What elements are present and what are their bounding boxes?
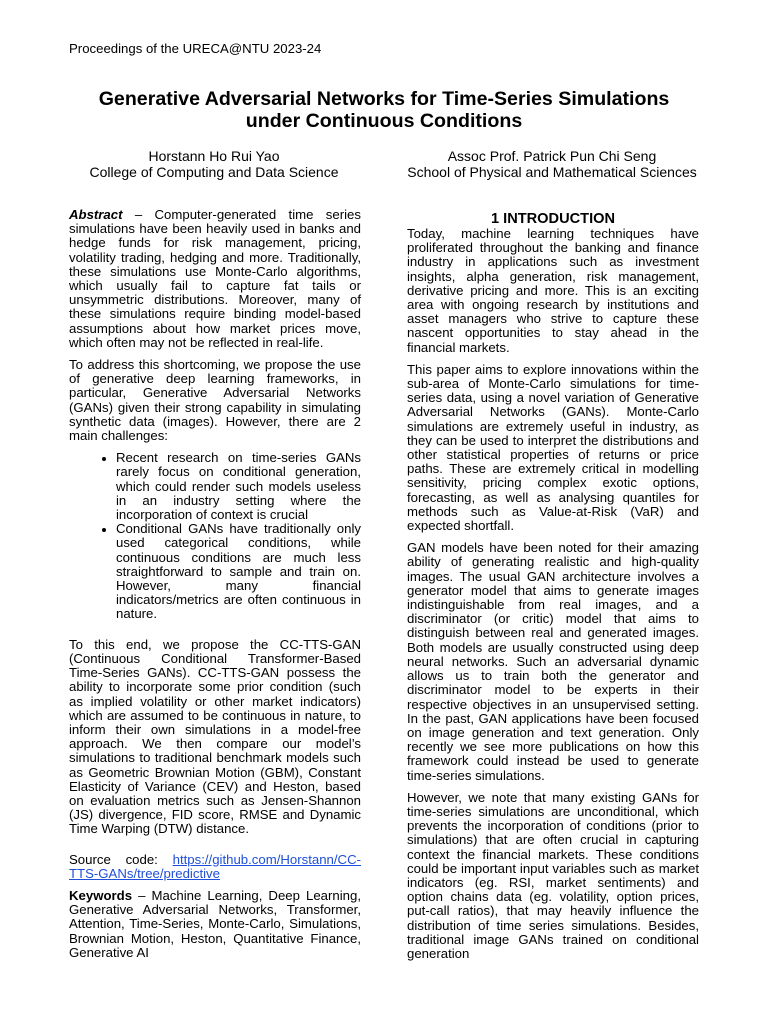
running-header: Proceedings of the URECA@NTU 2023-24 bbox=[69, 41, 322, 56]
abstract-paragraph-3: To this end, we propose the CC-TTS-GAN (Continuous Conditional Transformer-Based Time-Series GANs). CC-TTS-GAN possess the ability to incorporate some prior condition (such as implied volatility or other market indicators) which are assumed to be continuous in nature, to inform their own simulations in a model-free approach. We then compare our model’s simulations to traditional benchmark models such as Geometric Brownian Motion (GBM), Constant Elasticity of Variance (CEV) and Heston, based on evaluation metrics such as Jensen-Shannon (JS) divergence, FID score, RMSE and Dynamic Time Warping (DTW) distance. bbox=[69, 636, 361, 837]
keywords-text: – Machine Learning, Deep Learning, Generative Adversarial Networks, Transformer, Attention, Time-Series, Monte-Carlo, Simulations, Brownian Motion, Heston, Quantitative Finance, Generative AI bbox=[69, 887, 361, 960]
author-name-2: Assoc Prof. Patrick Pun Chi Seng bbox=[447, 148, 657, 164]
list-item: • Recent research on time-series GANs rarely focus on conditional generation, which could render such models useless in an industry setting where the incorporation of context is crucial bbox=[116, 451, 361, 522]
keywords-paragraph bbox=[69, 889, 361, 960]
author-affiliation-2: School of Physical and Mathematical Sciences bbox=[407, 164, 697, 180]
abstract-paragraph-2: To address this shortcoming, we propose the use of generative deep learning frameworks, in particular, Generative Adversarial Networks (GANs) given their strong capability in simulating synthetic data (images). However, there are 2 main challenges: bbox=[69, 357, 361, 444]
challenges-list bbox=[69, 451, 361, 621]
source-code-label: Source code: bbox=[69, 851, 173, 867]
left-column bbox=[69, 208, 361, 968]
intro-paragraph-2: This paper aims to explore innovations within the sub-area of Monte-Carlo simulations for time-series data, using a novel variation of Generative Adversarial Networks (GANs). Monte-Carlo simulations are extremely useful in industry, as they can be used to interpret the distributions and other statistical properties of returns or price paths. These are extremely critical in modelling sensitivity, pricing complex exotic options, forecasting, as well as analysing quantiles for methods such as Value-at-Risk (VaR) and expected shortfall. bbox=[407, 361, 699, 534]
keywords-label: Keywords bbox=[69, 887, 133, 903]
paper-title-line-1: Generative Adversarial Networks for Time-Series Simulations bbox=[98, 88, 670, 110]
intro-paragraph-1: Today, machine learning techniques have proliferated throughout the banking and finance industry in applications such as investment insights, alpha generation, risk management, derivative pricing and more. This is an exciting area with ongoing research by institutions and asset managers who strive to capture these nascent opportunities to stay ahead in the financial markets. bbox=[407, 226, 699, 355]
section-heading-introduction: 1 INTRODUCTION bbox=[490, 211, 616, 227]
paper-title-line-2: under Continuous Conditions bbox=[245, 110, 523, 132]
author-affiliation-1: College of Computing and Data Science bbox=[89, 164, 339, 180]
list-item: • Conditional GANs have traditionally only used categorical conditions, while continuous conditions are much less straightforward to sample and train on. However, many financial indicators/metrics are often continuous in nature. bbox=[116, 522, 361, 621]
author-name-1: Horstann Ho Rui Yao bbox=[148, 148, 280, 164]
source-code-link[interactable]: https://github.com/Horstann/CC-TTS-GANs/tree/predictive bbox=[69, 851, 361, 881]
intro-paragraph-3: GAN models have been noted for their amazing ability of generating realistic and high-quality images. The usual GAN architecture involves a generator model that aims to generate images indistinguishable from real images, and a discriminator (or critic) model that aims to distinguish between real and generated images. Both models are usually constructed using deep neural networks. Such an adversarial dynamic allows us to train both the generator and discriminator model to be experts in their respective objectives in an unsupervised setting. In the past, GAN applications have been focused on image generation and text generation. Only recently we see more publications on how this framework could instead be used to generate time-series simulations. bbox=[407, 540, 699, 783]
source-code-line bbox=[69, 853, 361, 881]
abstract-paragraph bbox=[69, 208, 361, 350]
paper-title bbox=[40, 88, 728, 132]
author-block-2 bbox=[407, 148, 697, 180]
author-block-1 bbox=[69, 148, 359, 180]
abstract-label: Abstract bbox=[69, 207, 123, 222]
intro-paragraph-4: However, we note that many existing GANs for time-series simulations are unconditional, which prevents the incorporation of conditions (prior to simulations) that are often crucial in capturing context the financial markets. These conditions could be important input variables such as market indicators (eg. RSI, market sentiments) and option chains data (eg. volatility, option prices, put-call ratios), that may heavily influence the distribution of time series simulations. Besides, traditional image GANs trained on conditional generation bbox=[407, 789, 699, 961]
right-column bbox=[407, 208, 699, 969]
abstract-text: – Computer-generated time series simulations have been heavily used in banks and hedge funds for risk management, pricing, volatility trading, hedging and more. Traditionally, these simulations use Monte-Carlo algorithms, which usually fail to capture fat tails or unsymmetric distributions. Moreover, many of these simulations require binding model-based assumptions about how market prices move, which often may not be reflected in real-life. bbox=[69, 207, 361, 350]
